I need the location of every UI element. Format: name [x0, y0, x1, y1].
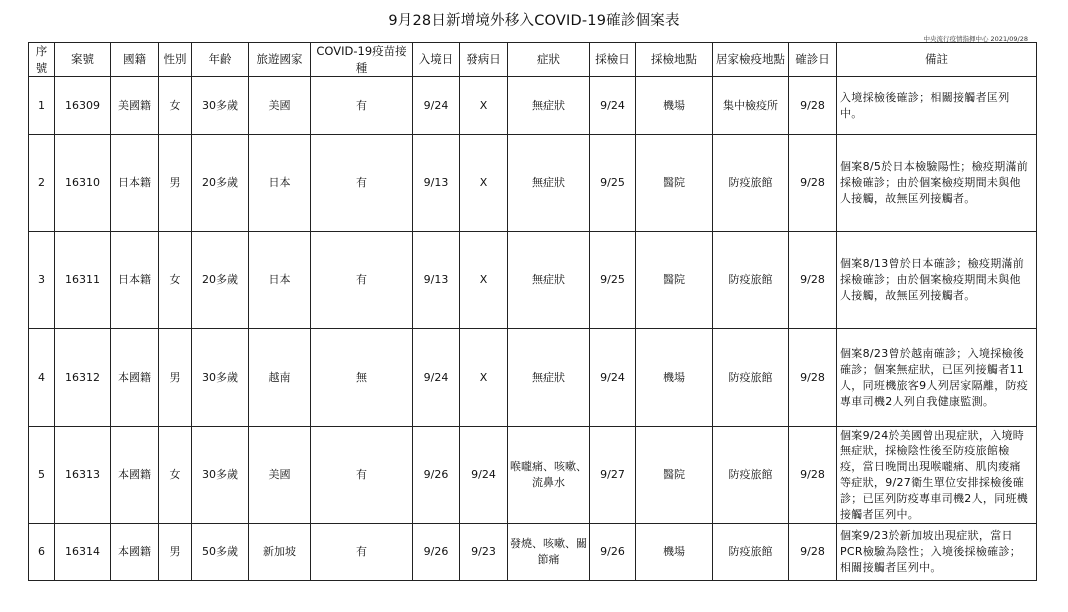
- cell-test-date: 9/27: [590, 427, 636, 524]
- cell-travel: 美國: [249, 77, 311, 135]
- cell-test-site: 機場: [636, 329, 713, 427]
- cell-sex: 男: [159, 524, 192, 581]
- cell-test-date: 9/25: [590, 232, 636, 329]
- cell-note: 個案8/5於日本檢驗陽性；檢疫期滿前採檢確診；由於個案檢疫期間未與他人接觸，故無匡列接觸者。: [837, 135, 1037, 232]
- cell-age: 30多歲: [192, 329, 249, 427]
- cell-test-site: 醫院: [636, 135, 713, 232]
- table-row: [29, 427, 1037, 524]
- cell-case: 16314: [55, 524, 111, 581]
- cell-age: 30多歲: [192, 77, 249, 135]
- cell-test-site: 醫院: [636, 427, 713, 524]
- cell-quarantine: 防疫旅館: [713, 329, 789, 427]
- column-header: COVID-19疫苗接種: [311, 43, 413, 77]
- page-title: 9月28日新增境外移入COVID-19確診個案表: [388, 13, 680, 29]
- cell-nationality: 本國籍: [111, 427, 159, 524]
- cell-case: 16312: [55, 329, 111, 427]
- cell-onset: X: [460, 329, 508, 427]
- cell-onset: 9/24: [460, 427, 508, 524]
- column-header: 旅遊國家: [249, 43, 311, 77]
- cell-quarantine: 防疫旅館: [713, 232, 789, 329]
- cell-vaccine: 有: [311, 77, 413, 135]
- cell-test-date: 9/24: [590, 329, 636, 427]
- cell-confirm: 9/28: [789, 524, 837, 581]
- cell-vaccine: 有: [311, 135, 413, 232]
- cell-confirm: 9/28: [789, 77, 837, 135]
- cell-entry: 9/13: [413, 232, 460, 329]
- cell-sex: 男: [159, 329, 192, 427]
- cell-confirm: 9/28: [789, 135, 837, 232]
- cell-sex: 男: [159, 135, 192, 232]
- cell-vaccine: 無: [311, 329, 413, 427]
- cell-symptoms: 喉嚨痛、咳嗽、流鼻水: [508, 427, 590, 524]
- column-header: 採檢地點: [636, 43, 713, 77]
- cell-case: 16311: [55, 232, 111, 329]
- cell-age: 30多歲: [192, 427, 249, 524]
- cell-test-site: 醫院: [636, 232, 713, 329]
- table-row: [29, 135, 1037, 232]
- cell-confirm: 9/28: [789, 329, 837, 427]
- cell-vaccine: 有: [311, 427, 413, 524]
- cell-test-site: 機場: [636, 524, 713, 581]
- cell-confirm: 9/28: [789, 427, 837, 524]
- cell-age: 20多歲: [192, 135, 249, 232]
- case-table: [28, 42, 1037, 581]
- cell-quarantine: 防疫旅館: [713, 135, 789, 232]
- cell-note: 個案9/24於美國曾出現症狀，入境時無症狀，採檢陰性後至防疫旅館檢疫，當日晚間出現喉嚨痛、肌肉痠痛等症狀，9/27衛生單位安排採檢後確診；已匡列防疫專車司機2人，同班機接觸者匡列中。: [837, 427, 1037, 524]
- cell-onset: 9/23: [460, 524, 508, 581]
- table-row: [29, 524, 1037, 581]
- cell-entry: 9/13: [413, 135, 460, 232]
- cell-case: 16313: [55, 427, 111, 524]
- cell-no: 4: [29, 329, 55, 427]
- cell-nationality: 日本籍: [111, 135, 159, 232]
- column-header: 序號: [29, 43, 55, 77]
- column-header: 國籍: [111, 43, 159, 77]
- cell-age: 20多歲: [192, 232, 249, 329]
- cell-onset: X: [460, 77, 508, 135]
- cell-symptoms: 無症狀: [508, 232, 590, 329]
- cell-entry: 9/24: [413, 77, 460, 135]
- cell-onset: X: [460, 135, 508, 232]
- cell-symptoms: 無症狀: [508, 77, 590, 135]
- cell-no: 3: [29, 232, 55, 329]
- column-header: 確診日: [789, 43, 837, 77]
- cell-symptoms: 無症狀: [508, 329, 590, 427]
- cell-note: 個案9/23於新加坡出現症狀，當日PCR檢驗為陰性；入境後採檢確診；相關接觸者匡列中。: [837, 524, 1037, 581]
- cell-nationality: 美國籍: [111, 77, 159, 135]
- cell-entry: 9/24: [413, 329, 460, 427]
- cell-test-site: 機場: [636, 77, 713, 135]
- cell-no: 5: [29, 427, 55, 524]
- cell-quarantine: 防疫旅館: [713, 427, 789, 524]
- column-header: 症狀: [508, 43, 590, 77]
- cell-no: 6: [29, 524, 55, 581]
- column-header: 發病日: [460, 43, 508, 77]
- column-header: 案號: [55, 43, 111, 77]
- cell-confirm: 9/28: [789, 232, 837, 329]
- cell-quarantine: 防疫旅館: [713, 524, 789, 581]
- cell-travel: 越南: [249, 329, 311, 427]
- table-row: [29, 77, 1037, 135]
- cell-age: 50多歲: [192, 524, 249, 581]
- cell-symptoms: 無症狀: [508, 135, 590, 232]
- column-header: 備註: [837, 43, 1037, 77]
- cell-no: 2: [29, 135, 55, 232]
- cell-entry: 9/26: [413, 524, 460, 581]
- column-header: 採檢日: [590, 43, 636, 77]
- cell-travel: 日本: [249, 232, 311, 329]
- cell-onset: X: [460, 232, 508, 329]
- cell-note: 個案8/23曾於越南確診；入境採檢後確診；個案無症狀，已匡列接觸者11人，同班機旅客9人列居家隔離，防疫專車司機2人列自我健康監測。: [837, 329, 1037, 427]
- cell-test-date: 9/25: [590, 135, 636, 232]
- cell-no: 1: [29, 77, 55, 135]
- cell-travel: 新加坡: [249, 524, 311, 581]
- cell-nationality: 本國籍: [111, 524, 159, 581]
- cell-nationality: 日本籍: [111, 232, 159, 329]
- cell-travel: 日本: [249, 135, 311, 232]
- cell-travel: 美國: [249, 427, 311, 524]
- cell-entry: 9/26: [413, 427, 460, 524]
- cell-test-date: 9/26: [590, 524, 636, 581]
- cell-note: 入境採檢後確診；相關接觸者匡列中。: [837, 77, 1037, 135]
- cell-sex: 女: [159, 427, 192, 524]
- cell-case: 16309: [55, 77, 111, 135]
- table-row: [29, 329, 1037, 427]
- column-header: 入境日: [413, 43, 460, 77]
- column-header: 性別: [159, 43, 192, 77]
- cell-vaccine: 有: [311, 524, 413, 581]
- cell-sex: 女: [159, 77, 192, 135]
- column-header: 年齡: [192, 43, 249, 77]
- cell-symptoms: 發燒、咳嗽、關節痛: [508, 524, 590, 581]
- table-header-row: [29, 43, 1037, 77]
- cell-note: 個案8/13曾於日本確診；檢疫期滿前採檢確診；由於個案檢疫期間未與他人接觸，故無匡列接觸者。: [837, 232, 1037, 329]
- cell-quarantine: 集中檢疫所: [713, 77, 789, 135]
- source-caption: 中央流行疫情指揮中心 2021/09/28: [923, 35, 1028, 43]
- cell-sex: 女: [159, 232, 192, 329]
- column-header: 居家檢疫地點: [713, 43, 789, 77]
- cell-case: 16310: [55, 135, 111, 232]
- cell-nationality: 本國籍: [111, 329, 159, 427]
- table-row: [29, 232, 1037, 329]
- cell-test-date: 9/24: [590, 77, 636, 135]
- cell-vaccine: 有: [311, 232, 413, 329]
